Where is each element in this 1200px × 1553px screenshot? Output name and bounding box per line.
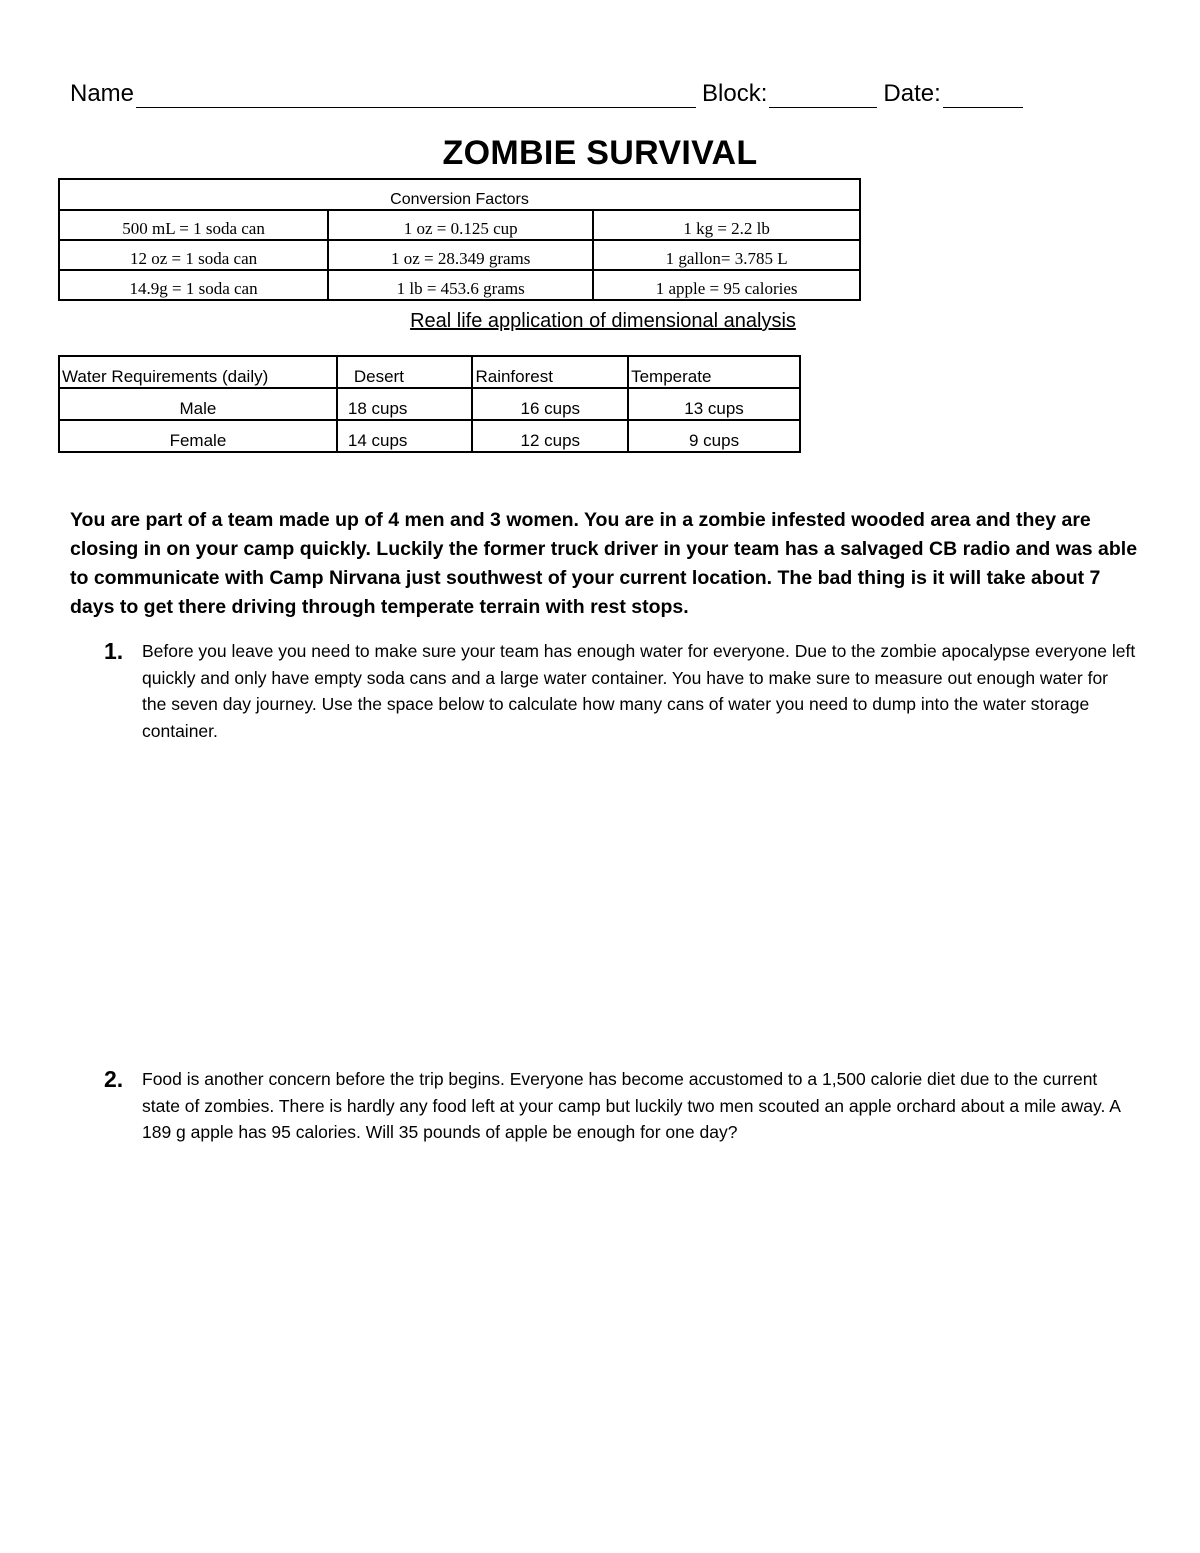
row-label: Female xyxy=(59,420,337,452)
table-cell: 1 lb = 453.6 grams xyxy=(328,270,593,300)
column-header: Temperate xyxy=(628,356,800,388)
table-cell: 18 cups xyxy=(337,388,473,420)
table-row xyxy=(59,270,860,300)
date-label: Date: xyxy=(883,80,941,107)
table-cell: 500 mL = 1 soda can xyxy=(59,210,328,240)
question-1 xyxy=(104,638,1144,744)
table-cell: 1 apple = 95 calories xyxy=(593,270,860,300)
table-cell: 14 cups xyxy=(337,420,473,452)
table-cell: 12 oz = 1 soda can xyxy=(59,240,328,270)
table-row xyxy=(59,210,860,240)
table-cell: 12 cups xyxy=(472,420,628,452)
name-blank[interactable] xyxy=(136,85,696,108)
name-label: Name xyxy=(70,80,135,107)
subtitle: Real life application of dimensional analysis xyxy=(410,310,796,332)
table-header-row xyxy=(59,356,800,388)
table-cell: 1 oz = 28.349 grams xyxy=(328,240,593,270)
table-cell: 1 kg = 2.2 lb xyxy=(593,210,860,240)
question-number: 2. xyxy=(104,1066,124,1092)
water-requirements-table xyxy=(58,355,801,453)
column-header: Desert xyxy=(337,356,473,388)
page-title: ZOMBIE SURVIVAL xyxy=(442,134,758,172)
question-number: 1. xyxy=(104,638,124,664)
table-cell: 9 cups xyxy=(628,420,800,452)
table-row xyxy=(59,388,800,420)
table-cell: 14.9g = 1 soda can xyxy=(59,270,328,300)
table-cell: 1 oz = 0.125 cup xyxy=(328,210,593,240)
question-2 xyxy=(104,1066,1144,1146)
block-blank[interactable] xyxy=(769,85,877,108)
row-label: Male xyxy=(59,388,337,420)
table-cell: 16 cups xyxy=(472,388,628,420)
date-blank[interactable] xyxy=(943,85,1023,108)
conversion-table-heading: Conversion Factors xyxy=(59,179,860,210)
table-row xyxy=(59,420,800,452)
column-header: Rainforest xyxy=(472,356,628,388)
conversion-factors-table xyxy=(58,178,861,301)
header-line xyxy=(70,80,1029,108)
intro-paragraph: You are part of a team made up of 4 men and 3 women. You are in a zombie infested wooded area and they are closing in on your camp quickly. Luckily the former truck driver in your team has a salvaged CB radio and was able to communicate with Camp Nirvana just southwest of your current location. The bad thing is it will take about 7 days to get there driving through temperate terrain with rest stops. xyxy=(70,509,1138,618)
block-label: Block: xyxy=(702,80,768,107)
table-cell: 1 gallon= 3.785 L xyxy=(593,240,860,270)
table-row xyxy=(59,240,860,270)
question-text: Before you leave you need to make sure your team has enough water for everyone. Due to the zombie apocalypse everyone left quickly and only have empty soda cans and a large water container. You have to make sure to measure out enough water for the seven day journey. Use the space below to calculate how many cans of water you need to dump into the water storage container. xyxy=(142,641,1136,741)
column-header: Water Requirements (daily) xyxy=(59,356,337,388)
table-cell: 13 cups xyxy=(628,388,800,420)
question-text: Food is another concern before the trip begins. Everyone has become accustomed to a 1,500 calorie diet due to the current state of zombies. There is hardly any food left at your camp but luckily two men scouted an apple orchard about a mile away. A 189 g apple has 95 calories. Will 35 pounds of apple be enough for one day? xyxy=(142,1069,1120,1142)
